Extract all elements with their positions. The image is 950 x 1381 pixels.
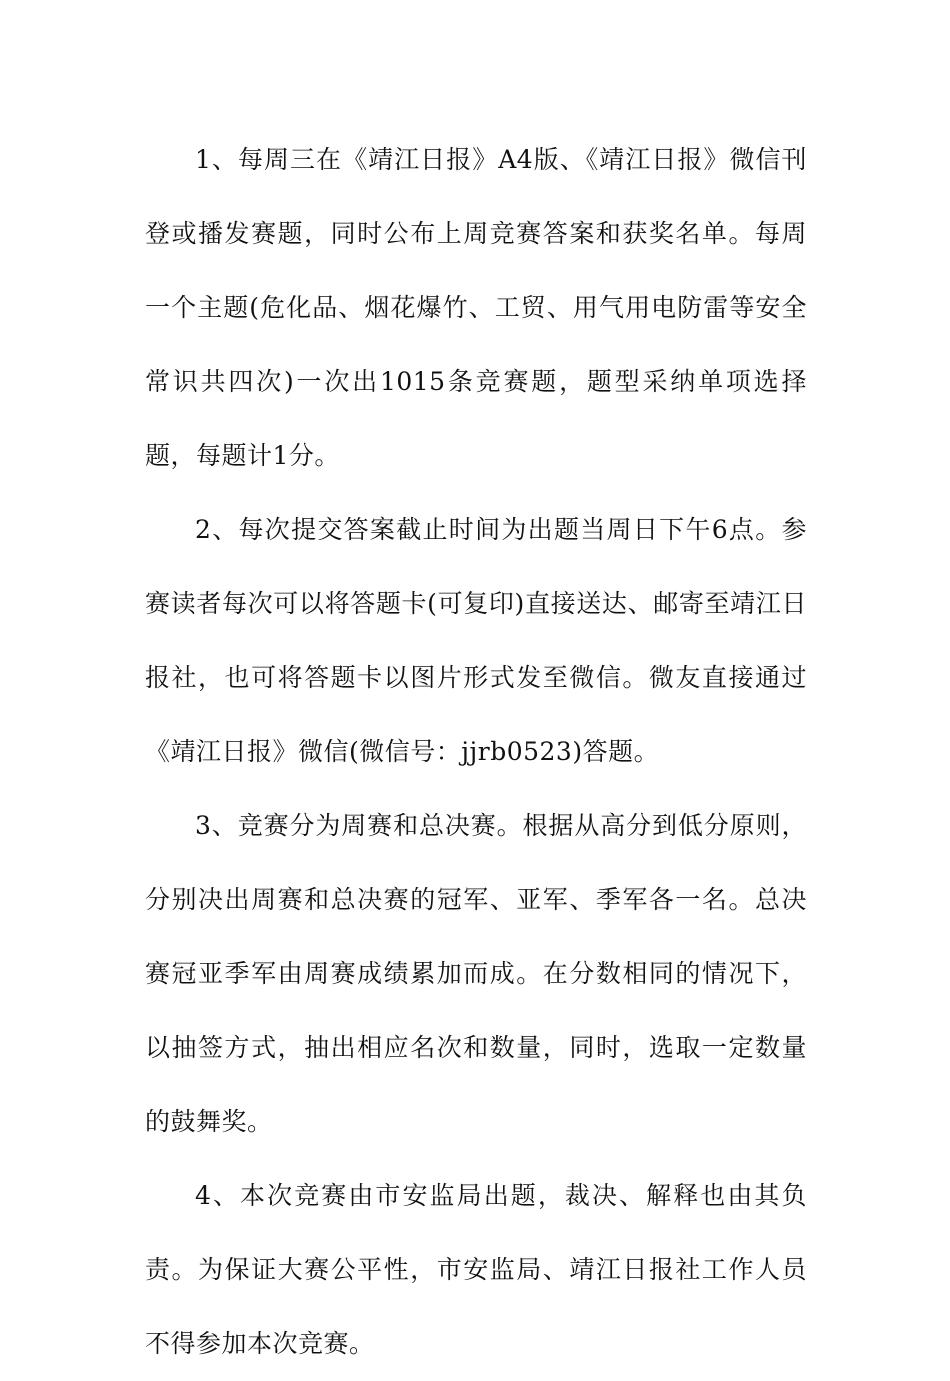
paragraph-3: 3、竞赛分为周赛和总决赛。根据从高分到低分原则，分别决出周赛和总决赛的冠军、亚军、季军各一名。总决赛冠亚季军由周赛成绩累加而成。在分数相同的情况下，以抽签方式，抽出相应名次和数量，同时，选取一定数量的鼓舞奖。 [145, 811, 807, 1136]
document-body [145, 123, 807, 1381]
paragraph-2: 2、每次提交答案截止时间为出题当周日下午6点。参赛读者每次可以将答题卡(可复印)直接送达、邮寄至靖江日报社，也可将答题卡以图片形式发至微信。微友直接通过《靖江日报》微信(微信号：jjrb0523)答题。 [145, 515, 807, 766]
paragraph-4: 4、本次竞赛由市安监局出题，裁决、解释也由其负责。为保证大赛公平性，市安监局、靖江日报社工作人员不得参加本次竞赛。 [145, 1181, 807, 1358]
paragraph-1: 1、每周三在《靖江日报》A4版、《靖江日报》微信刊登或播发赛题，同时公布上周竞赛答案和获奖名单。每周一个主题(危化品、烟花爆竹、工贸、用气用电防雷等安全常识共四次)一次出1015条竞赛题，题型采纳单项选择题，每题计1分。 [145, 145, 807, 470]
